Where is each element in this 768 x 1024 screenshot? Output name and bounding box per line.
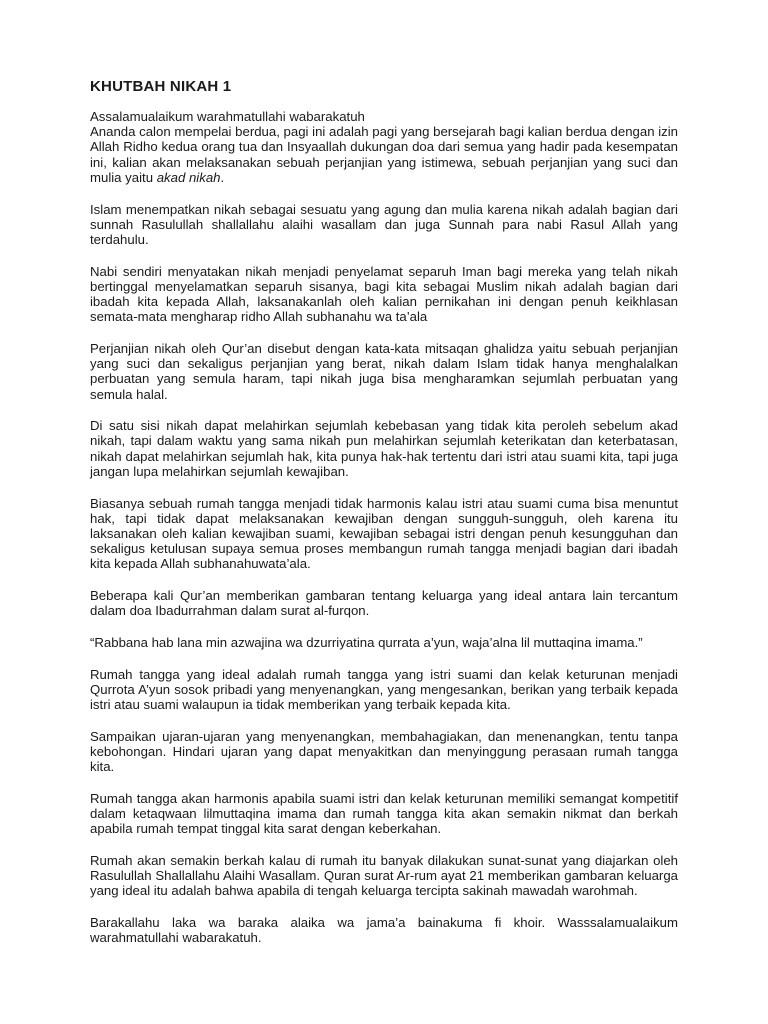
paragraph-8: Rumah tangga yang ideal adalah rumah tangga yang istri suami dan kelak keturunan menjadi Qurrota A’yun sosok pribadi yang menyenangkan, yang mengesankan, berikan yang terbaik kepada istri atau suami walaupun ia tidak memberikan yang terbaik kepada kita. [90, 666, 678, 713]
document-title: KHUTBAH NIKAH 1 [90, 78, 232, 95]
paragraph-11: Rumah akan semakin berkah kalau di rumah itu banyak dilakukan sunat-sunat yang diajarkan oleh Rasulullah Shallallahu Alaihi Wasallam. Quran surat Ar-rum ayat 21 memberikan gambaran keluarga yang ideal itu adalah bahwa apabila di tengah keluarga tercipta sakinah mawadah warohmah. [90, 853, 678, 899]
intro-end: . [220, 169, 225, 185]
paragraph-7-quote: “Rabbana hab lana min azwajina wa dzurriyatina qurrata a’yun, waja’alna lil muttaqina imama.” [90, 634, 643, 650]
paragraph-3: Perjanjian nikah oleh Qur’an disebut dengan kata-kata mitsaqan ghalidza yaitu sebuah perjanjian yang suci dan sekaligus perjanjian yang berat, nikah dalam Islam tidak hanya menghalalkan perbuatan yang semula haram, tapi nikah juga bisa mengharamkan sejumlah perbuatan yang semula halal. [90, 340, 678, 402]
paragraph-2: Nabi sendiri menyatakan nikah menjadi penyelamat separuh Iman bagi mereka yang telah nikah bertinggal menyelamatkan separuh sisanya, bagi kita sebagai Muslim nikah adalah bagian dari ibadah kita kepada Allah, laksanakanlah oleh kalian pernikahan ini dengan penuh keikhlasan semata-mata mengharap ridho Allah subhanahu wa ta’ala [90, 263, 678, 325]
paragraph-6: Beberapa kali Qur’an memberikan gambaran tentang keluarga yang ideal antara lain tercantum dalam doa Ibadurrahman dalam surat al-furqon. [90, 588, 678, 619]
akad-nikah-emphasis: akad nikah [156, 169, 221, 185]
greeting-line: Assalamualaikum warahmatullahi wabarakatuh [90, 109, 365, 124]
intro-paragraph [90, 124, 678, 185]
paragraph-1: Islam menempatkan nikah sebagai sesuatu yang agung dan mulia karena nikah adalah bagian dari sunnah Rasulullah shallallahu alaihi wasallam dan juga Sunnah para nabi Rasul Allah yang terdahulu. [90, 201, 678, 247]
paragraph-12-closing: Barakallahu laka wa baraka alaika wa jama’a bainakuma fi khoir. Wasssalamualaikum warahmatullahi wabarakatuh. [90, 915, 678, 946]
paragraph-9: Sampaikan ujaran-ujaran yang menyenangkan, membahagiakan, dan menenangkan, tentu tanpa kebohongan. Hindari ujaran yang dapat menyakitkan dan menyinggung perasaan rumah tangga kita. [90, 728, 678, 775]
intro-text: Ananda calon mempelai berdua, pagi ini adalah pagi yang bersejarah bagi kalian berdua dengan izin Allah Ridho kedua orang tua dan Insyaallah dukungan doa dari semua yang hadir pada kesempatan ini, kalian akan melaksanakan sebuah perjanjian yang istimewa, sebuah perjanjian yang suci dan mulia yaitu [90, 124, 678, 185]
paragraph-5: Biasanya sebuah rumah tangga menjadi tidak harmonis kalau istri atau suami cuma bisa menuntut hak, tapi tidak dapat melaksanakan kewajiban dengan sungguh-sungguh, oleh karena itu laksanakan oleh kalian kewajiban suami, kewajiban sebagai istri dengan penuh kesungguhan dan sekaligus ketulusan supaya semua proses membangun rumah tangga menjadi bagian dari ibadah kita kepada Allah subhanahuwata’ala. [90, 495, 678, 572]
paragraph-10: Rumah tangga akan harmonis apabila suami istri dan kelak keturunan memiliki semangat kompetitif dalam ketaqwaan lilmuttaqina imama dan rumah tangga kita akan semakin nikmat dan berkah apabila rumah tempat tinggal kita sarat dengan keberkahan. [90, 790, 678, 837]
paragraph-4: Di satu sisi nikah dapat melahirkan sejumlah kebebasan yang tidak kita peroleh sebelum akad nikah, tapi dalam waktu yang sama nikah pun melahirkan sejumlah keterikatan dan keterbatasan, nikah dapat melahirkan sejumlah hak, kita punya hak-hak tertentu dari istri atau suami kita, tapi juga jangan lupa melahirkan sejumlah kewajiban. [90, 418, 678, 479]
